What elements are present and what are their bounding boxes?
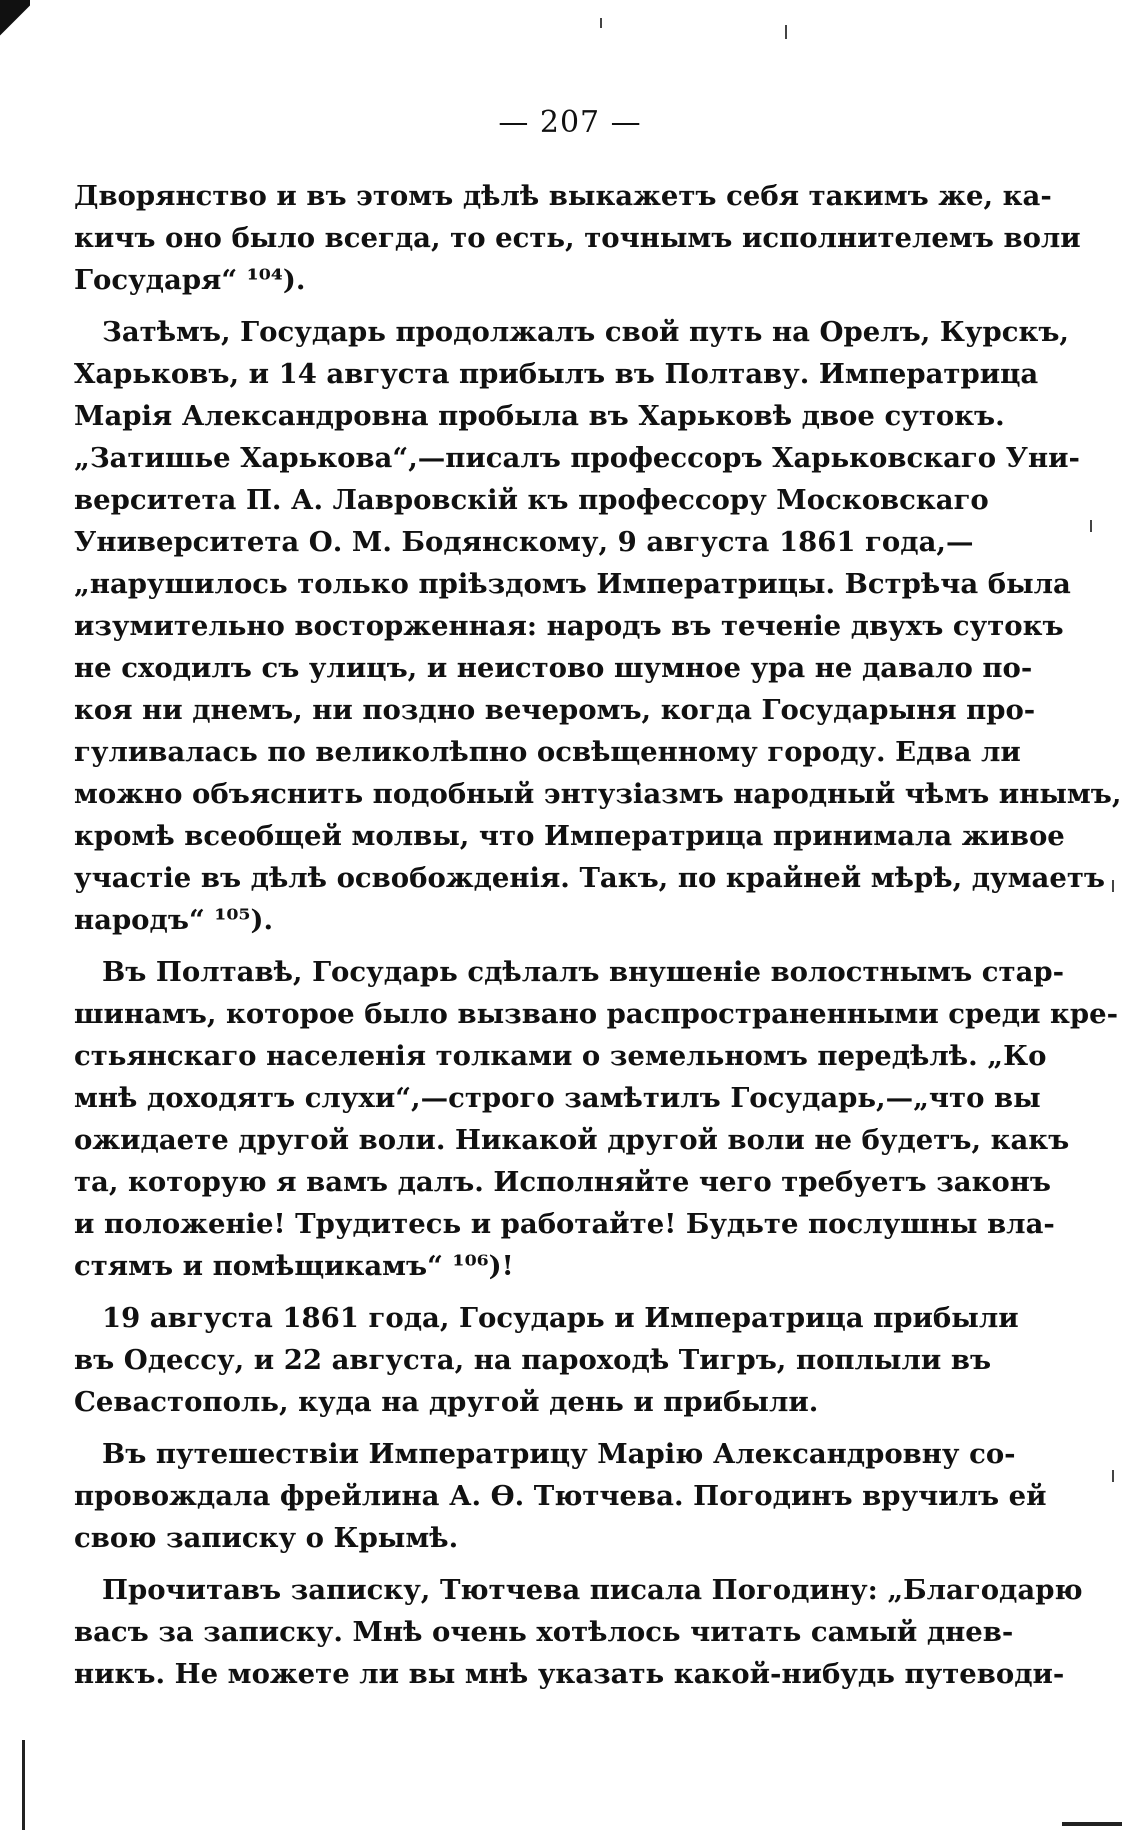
text-line: изумительно восторженная: народъ въ теченіе двухъ сутокъ (74, 610, 1064, 642)
text-line: не сходилъ съ улицъ, и неистово шумное ура не давало по- (74, 652, 1033, 684)
body-text (74, 175, 1122, 1695)
text-line: въ Одессу, и 22 августа, на пароходѣ Тигръ, поплыли въ (74, 1344, 992, 1376)
scan-speck (1090, 520, 1092, 532)
scan-speck (1112, 880, 1114, 892)
text-line: Прочитавъ записку, Тютчева писала Погодину: „Благодарю (102, 1574, 1083, 1606)
scan-speck (600, 18, 602, 28)
text-line: мнѣ доходятъ слухи“,—строго замѣтилъ Государь,—„что вы (74, 1082, 1041, 1114)
paragraph (74, 1297, 1019, 1423)
text-line: кромѣ всеобщей молвы, что Императрица принимала живое (74, 820, 1065, 852)
text-line: „нарушилось только пріѣздомъ Императрицы. Встрѣча была (74, 568, 1071, 600)
text-line: участіе въ дѣлѣ освобожденія. Такъ, по крайней мѣрѣ, думаетъ (74, 862, 1105, 894)
text-line: стьянскаго населенія толками о земельномъ передѣлѣ. „Ко (74, 1040, 1047, 1072)
text-line: Дворянство и въ этомъ дѣлѣ выкажетъ себя такимъ же, ка- (74, 180, 1052, 212)
paragraph (74, 1433, 1047, 1559)
text-line: свою записку о Крымѣ. (74, 1522, 459, 1554)
text-line: Марія Александровна пробыла въ Харьковѣ двое сутокъ. (74, 400, 1005, 432)
text-line: Въ путешествіи Императрицу Марію Александровну со- (102, 1438, 1016, 1470)
text-line: Харьковъ, и 14 августа прибылъ въ Полтаву. Императрица (74, 358, 1039, 390)
paragraph (74, 311, 1122, 941)
text-line: Затѣмъ, Государь продолжалъ свой путь на Орелъ, Курскъ, (102, 316, 1069, 348)
text-line: ожидаете другой воли. Никакой другой воли не будетъ, какъ (74, 1124, 1070, 1156)
text-line: Университета О. М. Бодянскому, 9 августа 1861 года,— (74, 526, 974, 558)
text-line: 19 августа 1861 года, Государь и Императрица прибыли (102, 1302, 1019, 1334)
scan-speck (1112, 1470, 1114, 1482)
scan-speck (785, 25, 787, 39)
text-line: провождала фрейлина А. Ѳ. Тютчева. Погодинъ вручилъ ей (74, 1480, 1047, 1512)
text-line: Севастополь, куда на другой день и прибыли. (74, 1386, 819, 1418)
text-line: можно объяснить подобный энтузіазмъ народный чѣмъ инымъ, (74, 778, 1122, 810)
paragraph (74, 175, 1081, 301)
scan-edge-artifact (1062, 1822, 1122, 1826)
text-line: та, которую я вамъ далъ. Исполняйте чего требуетъ законъ (74, 1166, 1051, 1198)
text-line: „Затишье Харькова“,—писалъ профессоръ Харьковскаго Уни- (74, 442, 1080, 474)
text-line: народъ“ ¹⁰⁵). (74, 904, 274, 936)
text-line: никъ. Не можете ли вы мнѣ указать какой-нибудь путеводи- (74, 1658, 1065, 1690)
text-line: шинамъ, которое было вызвано распространенными среди кре- (74, 998, 1119, 1030)
text-line: Государя“ ¹⁰⁴). (74, 264, 306, 296)
scan-edge-artifact (22, 1740, 25, 1830)
scan-edge-artifact (0, 0, 30, 70)
text-line: Въ Полтавѣ, Государь сдѣлалъ внушеніе волостнымъ стар- (102, 956, 1065, 988)
page-number: — 207 — (498, 105, 642, 140)
text-line: гуливалась по великолѣпно освѣщенному городу. Едва ли (74, 736, 1021, 768)
paragraph (74, 951, 1119, 1287)
paragraph (74, 1569, 1083, 1695)
text-line: коя ни днемъ, ни поздно вечеромъ, когда Государыня про- (74, 694, 1036, 726)
text-line: стямъ и помѣщикамъ“ ¹⁰⁶)! (74, 1250, 514, 1282)
text-line: васъ за записку. Мнѣ очень хотѣлось читать самый днев- (74, 1616, 1014, 1648)
text-line: кичъ оно было всегда, то есть, точнымъ исполнителемъ воли (74, 222, 1081, 254)
text-line: и положеніе! Трудитесь и работайте! Будьте послушны вла- (74, 1208, 1055, 1240)
text-line: верситета П. А. Лавровскій къ профессору Московскаго (74, 484, 989, 516)
